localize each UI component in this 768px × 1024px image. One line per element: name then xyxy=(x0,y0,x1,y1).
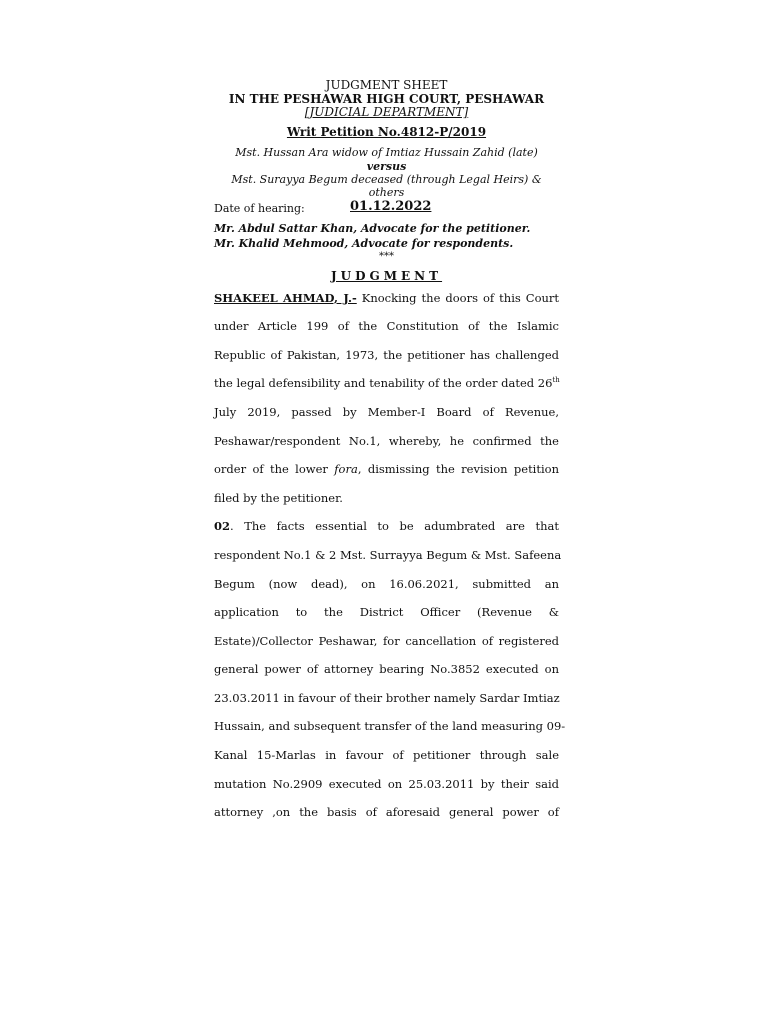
paragraph-1-line: July 2019, passed by Member-I Board of Revenue, xyxy=(214,405,559,419)
hearing-date: 01.12.2022 xyxy=(350,199,432,214)
paragraph-2-line: Begum (now dead), on 16.06.2021, submitted an xyxy=(214,577,559,591)
petitioner-advocate: Mr. Abdul Sattar Khan, Advocate for the petitioner. xyxy=(214,222,531,235)
paragraph-2-line: general power of attorney bearing No.3852 executed on xyxy=(214,662,559,676)
paragraph-1-line: order of the lower fora, dismissing the revision petition xyxy=(214,462,559,476)
paragraph-1-line: filed by the petitioner. xyxy=(214,491,343,505)
department: [JUDICIAL DEPARTMENT] xyxy=(304,105,469,119)
judge-name: SHAKEEL AHMAD, J.- xyxy=(214,291,357,305)
court-name: IN THE PESHAWAR HIGH COURT, PESHAWAR xyxy=(228,92,545,106)
paragraph-2-line: 23.03.2011 in favour of their brother namely Sardar Imtiaz xyxy=(214,691,560,705)
paragraph-2-line: Estate)/Collector Peshawar, for cancellation of registered xyxy=(214,634,559,648)
paragraph-1-line: SHAKEEL AHMAD, J.- Knocking the doors of this Court xyxy=(214,291,560,305)
separator: *** xyxy=(379,251,394,262)
petition-number: Writ Petition No.4812-P/2019 xyxy=(286,125,487,139)
paragraph-2-line: mutation No.2909 executed on 25.03.2011 by their said xyxy=(214,777,559,791)
paragraph-2-line: 02. The facts essential to be adumbrated are that xyxy=(214,519,559,533)
petitioner-name: Mst. Hussan Ara widow of Imtiaz Hussain Zahid (late) xyxy=(235,146,538,159)
paragraph-2-line: attorney ,on the basis of aforesaid general power of xyxy=(214,805,559,819)
respondents-name: Mst. Surayya Begum deceased (through Legal Heirs) & others xyxy=(231,173,542,199)
paragraph-1-line: Peshawar/respondent No.1, whereby, he confirmed the xyxy=(214,434,559,448)
paragraph-1-line: Republic of Pakistan, 1973, the petitioner has challenged xyxy=(214,348,559,362)
respondent-advocate: Mr. Khalid Mehmood, Advocate for respondents. xyxy=(214,237,514,250)
paragraph-1-line: under Article 199 of the Constitution of the Islamic xyxy=(214,319,559,333)
paragraph-2-line: application to the District Officer (Revenue & xyxy=(214,605,559,619)
versus-label: versus xyxy=(366,160,407,173)
judgment-sheet-title: JUDGMENT SHEET xyxy=(325,78,448,92)
paragraph-number: 02 xyxy=(214,519,231,533)
paragraph-1-line: the legal defensibility and tenability of the order dated 26th xyxy=(214,376,560,390)
paragraph-2-line: Hussain, and subsequent transfer of the land measuring 09- xyxy=(214,719,566,733)
paragraph-2-line: Kanal 15-Marlas in favour of petitioner through sale xyxy=(214,748,559,762)
paragraph-2-line: respondent No.1 & 2 Mst. Surrayya Begum & Mst. Safeena xyxy=(214,548,562,562)
judgment-heading: JUDGMENT xyxy=(330,269,443,283)
hearing-date-label: Date of hearing: xyxy=(214,202,305,215)
